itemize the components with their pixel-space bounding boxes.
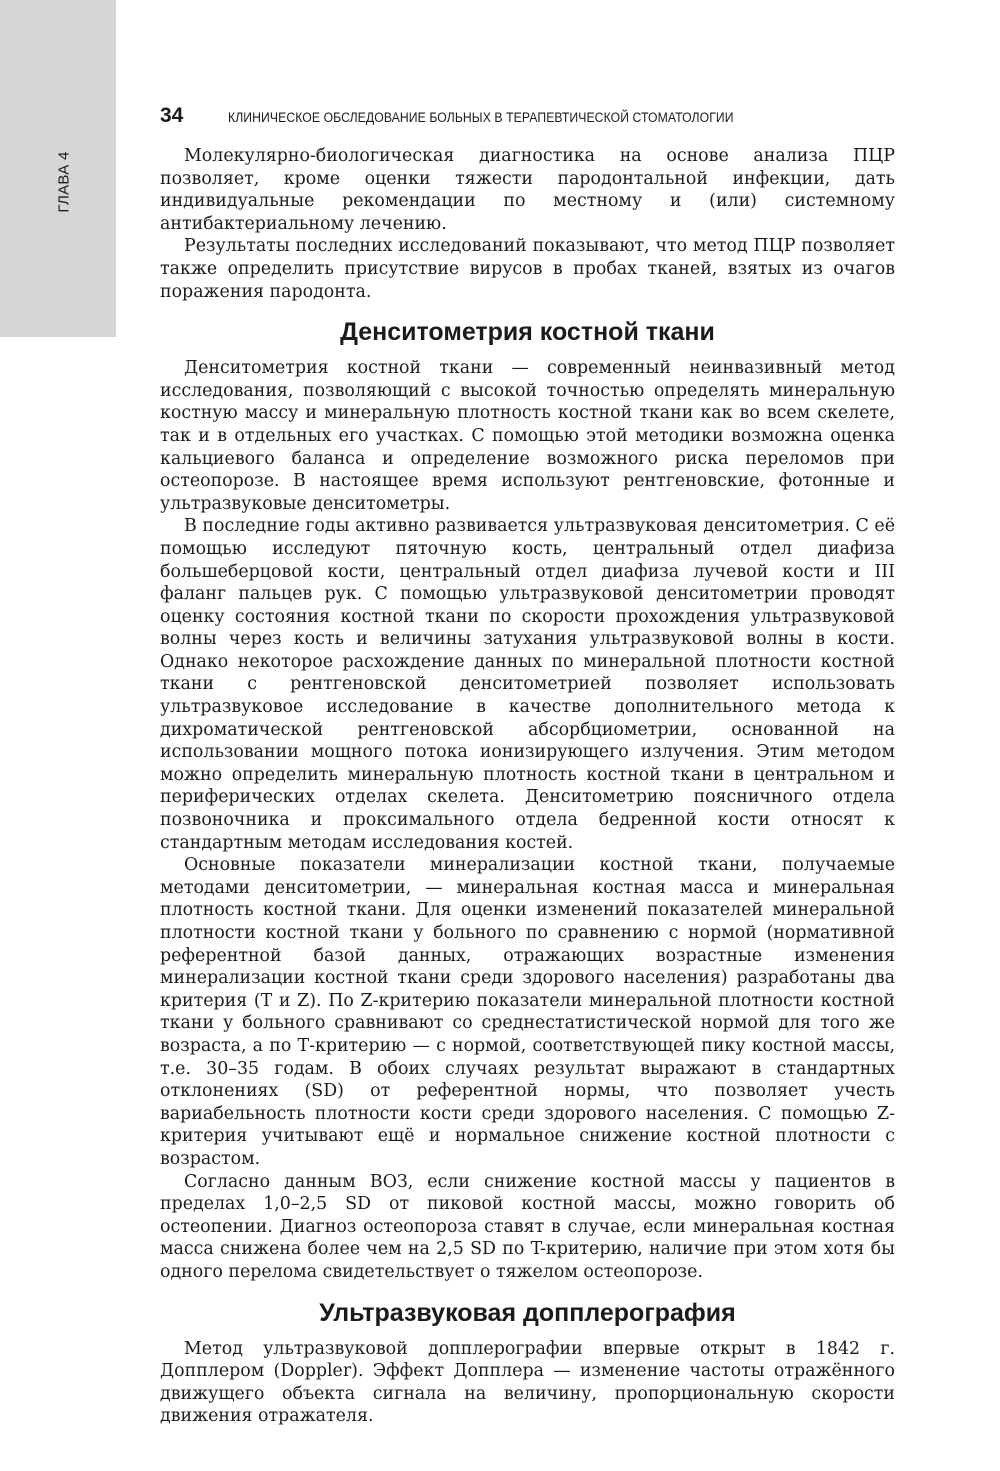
section-heading-densitometry: Денситометрия костной ткани (340, 318, 715, 347)
section-heading-dopplerography: Ультразвуковая допплерография (319, 1298, 736, 1327)
running-header (160, 104, 900, 134)
paragraph: В последние годы активно развивается ультразвуковая денситометрия. С её помощью исследуют пяточную кость, центральный отдел диафиза большеберцовой кости, центральный отдел диафиза лучевой кости и III фаланг пальцев рук. С помощью ультразвуковой денситометрии проводят оценку состояния костной ткани по скорости прохождения ультразвуковой волны через кость и величины затухания ультразвуковой волны в кости. Однако некоторое расхождение данных по минеральной плотности костной ткани с рентгеновской денситометрией позволяет использовать ультразвуковое исследование в качестве дополнительного метода к дихроматической рентгеновской абсорбциометрии, основанной на использовании мощного потока ионизирующего излучения. Этим методом можно определить минеральную плотность костной ткани в центральном и периферических отделах скелета. Денситометрию поясничного отдела позвоночника и проксимального отдела бедренной кости относят к стандартным методам исследования костей. (160, 516, 895, 853)
paragraph: Результаты последних исследований показывают, что метод ПЦР позволяет также определить присутствие вирусов в пробах тканей, взятых из очагов поражения пародонта. (160, 236, 895, 302)
paragraph: Денситометрия костной ткани — современный неинвазивный метод исследования, позволяющий с высокой точностью определять минеральную костную массу и минеральную плотность костной ткани как во всем скелете, так и в отдельных его участках. С помощью этой методики возможна оценка кальциевого баланса и определение возможного риска переломов при остеопорозе. В настоящее время используют рентгеновские, фотонные и ультразвуковые денситометры. (160, 358, 895, 514)
chapter-label: ГЛАВА 4 (55, 151, 73, 213)
paragraph: Основные показатели минерализации костной ткани, получаемые методами денситометрии, — минеральная костная масса и минеральная плотность костной ткани. Для оценки изменений показателей минеральной плотности костной ткани у больного по сравнению с нормой (нормативной референтной базой данных, отражающих возрастные изменения минерализации костной ткани среди здорового населения) разработаны два критерия (T и Z). По Z-критерию показатели минеральной плотности костной ткани у больного сравнивают со среднестатистической нормой для того же возраста, а по Т-критерию — с нормой, соответствующей пику костной массы, т.е. 30–35 годам. В обоих случаях результат выражают в стандартных отклонениях (SD) от референтной нормы, что позволяет учесть вариабельность плотности кости среди здорового населения. С помощью Z-критерия учитывают ещё и нормальное снижение костной плотности с возрастом. (160, 855, 895, 1169)
page-number: 34 (160, 104, 184, 127)
paragraph: Согласно данным ВОЗ, если снижение костной массы у пациентов в пределах 1,0–2,5 SD от пиковой костной массы, можно говорить об остеопении. Диагноз остеопороза ставят в случае, если минеральная костная масса снижена более чем на 2,5 SD по T-критерию, наличие при этом хотя бы одного перелома свидетельствует о тяжелом остеопорозе. (160, 1171, 895, 1282)
running-title: КЛИНИЧЕСКОЕ ОБСЛЕДОВАНИЕ БОЛЬНЫХ В ТЕРАПЕВТИЧЕСКОЙ СТОМАТОЛОГИИ (228, 110, 734, 126)
chapter-side-tab (0, 0, 116, 337)
paragraph: Метод ультразвуковой допплерографии впервые открыт в 1842 г. Допплером (Doppler). Эффект Допплера — изменение частоты отражённого движущего объекта сигнала на величину, пропорциональную скорости движения отражателя. (160, 1338, 895, 1427)
paragraph: Молекулярно-биологическая диагностика на основе анализа ПЦР позволяет, кроме оценки тяжести пародонтальной инфекции, дать индивидуальные рекомендации по местному и (или) системному антибактериальному лечению. (160, 146, 895, 234)
page-body (160, 145, 895, 1428)
